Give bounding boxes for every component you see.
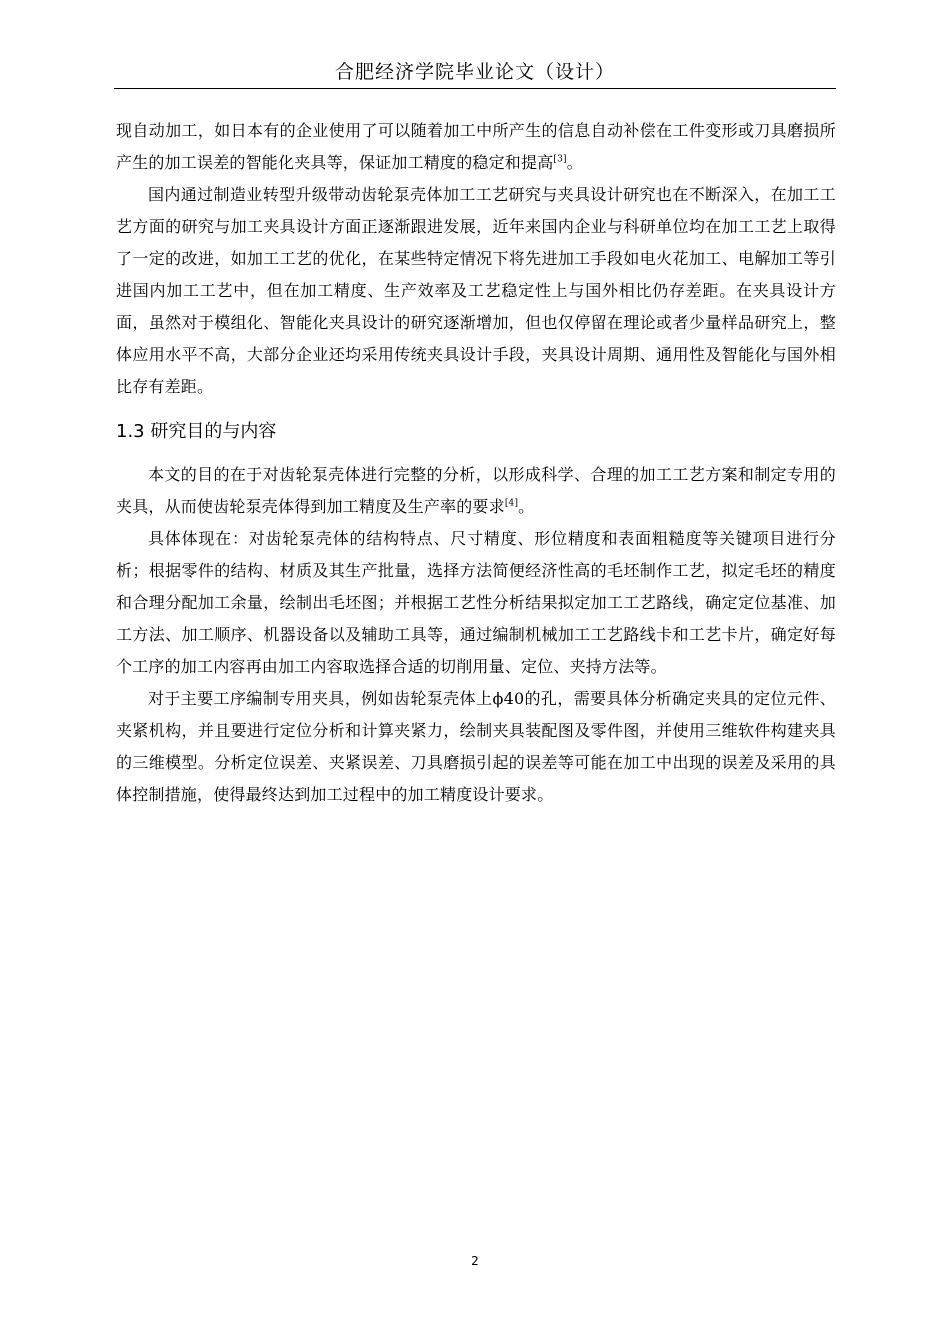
paragraph-text: 本文的目的在于对齿轮泵壳体进行完整的分析，以形成科学、合理的加工工艺方案和制定专用的夹具，从而使齿轮泵壳体得到加工精度及生产率的要求	[116, 465, 836, 516]
paragraph-continuation	[116, 115, 836, 179]
paragraph-fixture: 对于主要工序编制专用夹具，例如齿轮泵壳体上ϕ40的孔，需要具体分析确定夹具的定位元件、夹紧机构，并且要进行定位分析和计算夹紧力，绘制夹具装配图及零件图，并使用三维软件构建夹具的三维模型。分析定位误差、夹紧误差、刀具磨损引起的误差等可能在加工中出现的误差及采用的具体控制措施，使得最终达到加工过程中的加工精度设计要求。	[116, 689, 836, 804]
page-number: 2	[471, 1254, 479, 1268]
header-rule	[114, 88, 836, 89]
paragraph-details: 具体体现在：对齿轮泵壳体的结构特点、尺寸精度、形位精度和表面粗糙度等关键项目进行分析；根据零件的结构、材质及其生产批量，选择方法简便经济性高的毛坯制作工艺，拟定毛坯的精度和合理分配加工余量，绘制出毛坯图；并根据工艺性分析结果拟定加工工艺路线，确定定位基准、加工方法、加工顺序、机器设备以及辅助工具等，通过编制机械加工工艺路线卡和工艺卡片，确定好每个工序的加工内容再由加工内容取选择合适的切削用量、定位、夹持方法等。	[116, 529, 836, 676]
paragraph-purpose	[116, 459, 836, 523]
main-content	[116, 115, 836, 811]
paragraph-tail: 。	[518, 497, 535, 516]
paragraph-domestic-research: 国内通过制造业转型升级带动齿轮泵壳体加工工艺研究与夹具设计研究也在不断深入，在加工工艺方面的研究与加工夹具设计方面正逐渐跟进发展，近年来国内企业与科研单位均在加工工艺上取得了一定的改进，如加工工艺的优化，在某些特定情况下将先进加工手段如电火花加工、电解加工等引进国内加工工艺中，但在加工精度、生产效率及工艺稳定性上与国外相比仍存差距。在夹具设计方面，虽然对于模组化、智能化夹具设计的研究逐渐增加，但也仅停留在理论或者少量样品研究上，整体应用水平不高，大部分企业还均采用传统夹具设计手段，夹具设计周期、通用性及智能化与国外相比存有差距。	[116, 185, 836, 396]
page-header-title: 合肥经济学院毕业论文（设计）	[334, 61, 615, 83]
section-heading: 1.3 研究目的与内容	[116, 421, 277, 442]
citation-ref: [3]	[553, 154, 567, 165]
citation-ref: [4]	[504, 498, 519, 509]
paragraph-text: 现自动加工，如日本有的企业使用了可以随着加工中所产生的信息自动补偿在工件变形或刀具磨损所产生的加工误差的智能化夹具等，保证加工精度的稳定和提高	[116, 121, 836, 172]
paragraph-tail: 。	[566, 153, 583, 172]
